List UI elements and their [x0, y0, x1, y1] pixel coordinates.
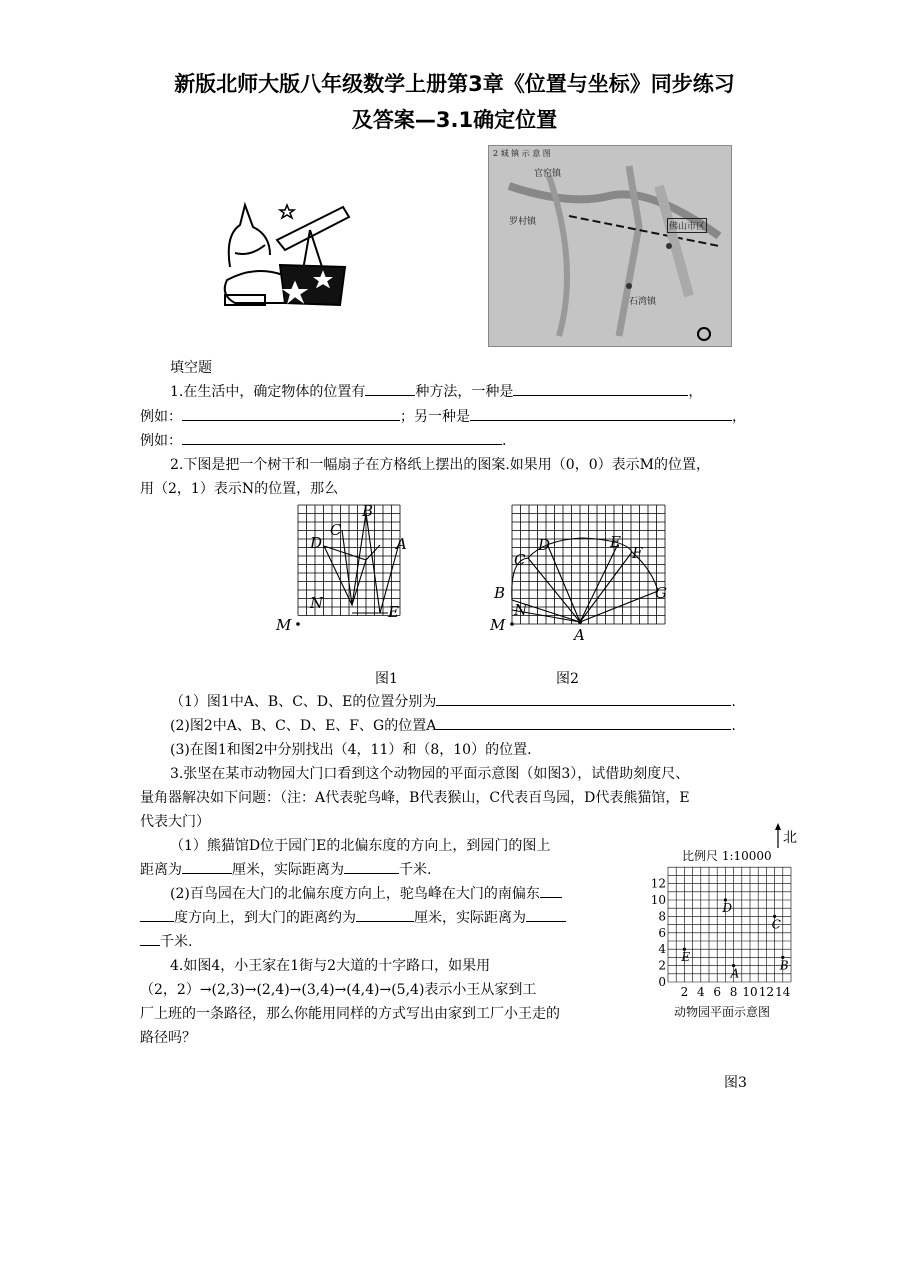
fig1-label-b: B	[362, 502, 374, 520]
scale-label: 比例尺 1:10000	[682, 849, 772, 863]
q3-sub1-line2: 距离为 厘米，实际距离为 千米.	[140, 858, 431, 882]
zoo-point-label: B	[779, 958, 789, 973]
map-legend: 2 城 镇 示 意 图	[493, 149, 551, 158]
y-tick-label: 12	[650, 876, 666, 891]
section-title: 填空题	[170, 360, 212, 376]
q2-line2: 用（2，1）表示N的位置，那么	[140, 481, 339, 497]
fig2-label-f: F	[632, 544, 643, 562]
q3-sub1-line1: （1）熊猫馆D位于园门E的北偏东度的方向上，到园门的图上	[170, 838, 551, 854]
fig1-label-m: M	[276, 616, 292, 634]
x-tick-label: 10	[742, 985, 758, 999]
q1-line2: 例如： ；另一种是 ，	[140, 405, 746, 429]
fig2-label-b: B	[494, 584, 506, 602]
city-map-photo	[488, 145, 732, 347]
fig1-label-n: N	[310, 594, 324, 612]
zoo-point-label: E	[681, 950, 691, 965]
q4-line3: 厂上班的一条路径，那么你能用同样的方式写出由家到工厂小王走的	[140, 1006, 560, 1022]
q2-sub2: (2)图2中A、B、C、D、E、F、G的位置A .	[170, 714, 736, 738]
fig2-label-d: D	[538, 536, 551, 554]
fig2-label-e: E	[610, 533, 621, 551]
fig3-label: 图3	[724, 1075, 747, 1091]
q2-line1: 2.下图是把一个树干和一幅扇子在方格纸上摆出的图案.如果用（0，0）表示M的位置，	[170, 457, 710, 473]
x-tick-label: 12	[758, 985, 775, 999]
x-tick-label: 14	[775, 985, 791, 999]
figure-2	[486, 500, 676, 645]
fig1-label-a: A	[396, 535, 407, 553]
fig1-caption: 图1	[375, 671, 398, 687]
map-label: 罗村镇	[509, 217, 537, 227]
zoo-point-label: C	[771, 917, 781, 932]
q2-sub1: （1）图1中A、B、C、D、E的位置分别为 .	[170, 690, 736, 714]
y-tick-label: 10	[650, 893, 666, 907]
fig2-label-c: C	[514, 551, 526, 569]
figure-1	[270, 500, 440, 640]
fig2-label-a: A	[574, 626, 585, 644]
q3-sub2-line1: (2)百鸟园在大门的北偏东度方向上，驼鸟峰在大门的南偏东	[170, 882, 562, 906]
fig2-caption: 图2	[556, 671, 579, 687]
q3-line3: 代表大门）	[140, 814, 210, 830]
north-label: 北	[783, 830, 797, 846]
fig1-label-e: E	[388, 603, 399, 621]
map-label: 官窑镇	[534, 169, 562, 179]
fig1-label-d: D	[310, 534, 323, 552]
y-tick-label: 6	[658, 925, 666, 940]
astronomer-illustration	[215, 195, 355, 310]
zoo-plan-caption: 动物园平面示意图	[674, 1005, 771, 1019]
q3-line2: 量角器解决如下问题：（注：A代表驼鸟峰，B代表猴山，C代表百鸟园，D代表熊猫馆，E	[140, 790, 690, 806]
zoo-point-label: D	[722, 901, 733, 915]
q4-line4: 路径吗？	[140, 1030, 196, 1046]
fig1-label-c: C	[330, 521, 342, 539]
page-subtitle: 及答案—3.1确定位置	[351, 108, 558, 132]
fig2-label-g: G	[655, 584, 667, 602]
q3-sub2-line2: 度方向上，到大门的距离约为 厘米，实际距离为	[140, 906, 566, 930]
page-title: 新版北师大版八年级数学上册第3章《位置与坐标》同步练习	[174, 72, 735, 96]
q3-line1: 3.张坚在某市动物园大门口看到这个动物园的平面示意图（如图3），试借助刻度尺、	[170, 766, 690, 782]
x-tick-label: 6	[713, 985, 722, 999]
q3-sub2-line3: 千米.	[140, 930, 192, 954]
x-tick-label: 2	[680, 985, 689, 999]
map-label: 石湾镇	[629, 297, 657, 307]
y-tick-label: 8	[658, 909, 666, 924]
y-tick-label: 4	[658, 942, 666, 957]
figure-3-zoo-plan	[650, 820, 810, 1030]
y-tick-label: 2	[658, 958, 666, 973]
q1-line1: 1.在生活中，确定物体的位置有 种方法，一种是 ，	[170, 380, 702, 404]
x-tick-label: 8	[729, 985, 738, 999]
q4-line2: （2，2）→(2,3)→(2,4)→(3,4)→(4,4)→(5,4)表示小王从家到工	[140, 982, 537, 998]
q4-line1: 4.如图4，小王家在1街与2大道的十字路口，如果用	[170, 958, 491, 974]
zoo-point-label: A	[730, 966, 740, 981]
map-label: 佛山市区	[667, 218, 707, 233]
q1-line3: 例如： .	[140, 429, 506, 453]
x-tick-label: 4	[696, 985, 705, 999]
fig2-label-n: N	[514, 601, 528, 619]
fig2-label-m: M	[490, 616, 506, 634]
y-tick-label: 0	[658, 975, 666, 989]
q2-sub3: (3)在图1和图2中分别找出（4，11）和（8，10）的位置.	[170, 742, 532, 758]
